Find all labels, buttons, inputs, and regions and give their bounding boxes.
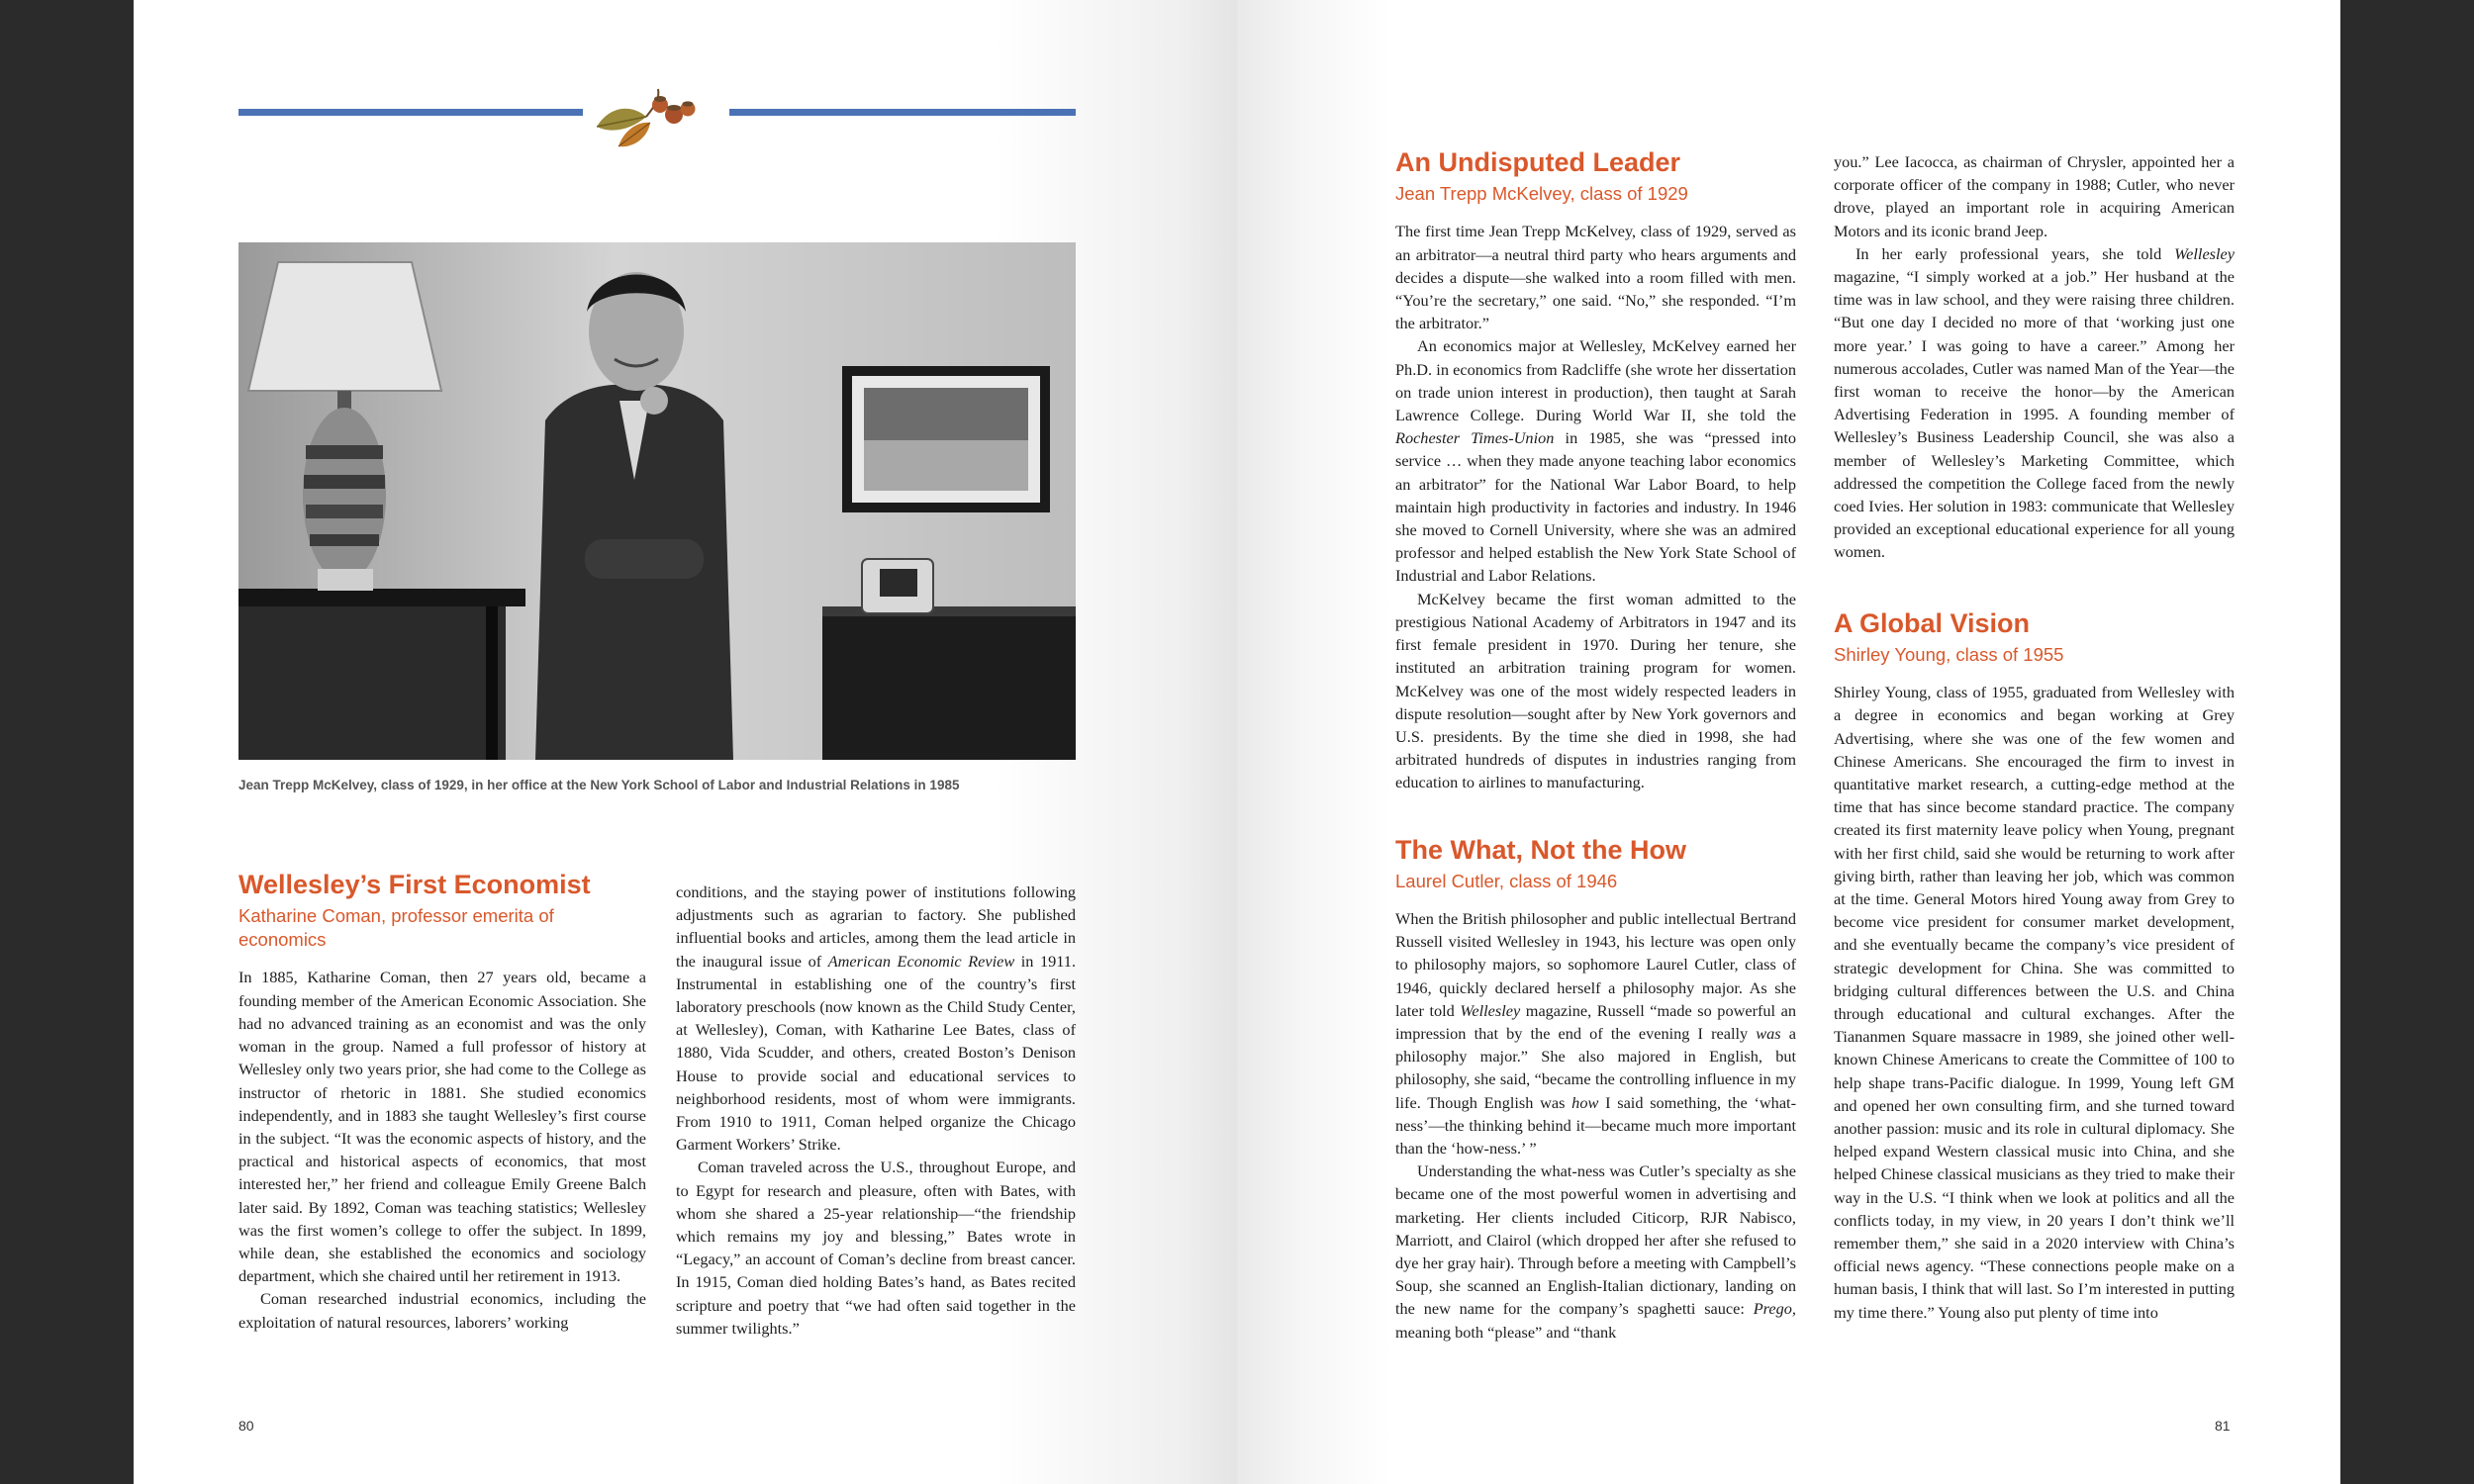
heading-first-economist: Wellesley’s First Economist [238, 870, 591, 899]
text-run: magazine, Russell “made so powerful an impression that by the end of the evening I really [1395, 1000, 1796, 1043]
body-text [1834, 150, 2235, 564]
top-rule-right [729, 109, 1076, 116]
text-run: magazine, “I simply worked at a job.” Her husband at the time was in law school, and they were raising three children. “But one day I decided no more of that ‘working just one more year.’ I was going to have a career.” Among her numerous accolades, Cutler was named Man of the Year—the first woman to receive the honor—by the American Advertising Federation in 1995. A founding member of Wellesley’s Business Leadership Council, she was also a member of Wellesley’s Marketing Committee, which addressed the competition the College faced from the newly coed Ivies. Her solution in 1983: communicate that Wellesley provided an exceptional educational experience for all young women. [1834, 267, 2235, 562]
portrait-photo [238, 242, 1076, 760]
section-undisputed-leader [1395, 146, 1796, 1344]
paragraph: you.” Lee Iacocca, as chairman of Chrysler, appointed her a corporate officer of the company in 1988; Cutler, who never drove, played an important role in acquiring American Motors and its iconic brand Jeep. [1834, 152, 2235, 240]
paragraph [1395, 1159, 1796, 1344]
emphasis: how [1571, 1092, 1599, 1112]
paragraph: Coman researched industrial economics, including the exploitation of natural resources, laborers’ working [238, 1289, 646, 1332]
paragraph: McKelvey became the first woman admitted to the prestigious National Academy of Arbitrators in 1947 and its first female president in 1970. During her tenure, she instituted an arbitration training program for women. McKelvey was one of the most widely respected leaders in dispute resolution—sought after by New York governors and U.S. presidents. By the time she died in 1998, she had arbitrated hundreds of disputes in industries ranging from education to airlines to manufacturing. [1395, 589, 1796, 792]
text-run: in 1985, she was “pressed into service … when they made anyone teaching labor economics an arbitrator” for the National War Labor Board, to help maintain high productivity in factories and industry. In 1946 she moved to Cornell University, where she was an admired professor and helped establish the New York State School of Industrial and Labor Relations. [1395, 428, 1797, 586]
text-run: In her early professional years, she told [1856, 243, 2175, 263]
text-run: conditions, and the staying power of institutions following adjustments such as agrarian to factory. She published influential books and articles, among them the lead article in the inaugural issue of [676, 882, 1076, 971]
subheading-cutler: Laurel Cutler, class of 1946 [1395, 870, 1618, 891]
subheading-mckelvey: Jean Trepp McKelvey, class of 1929 [1395, 183, 1688, 205]
magazine-title: Wellesley [1460, 1000, 1521, 1020]
paragraph: Coman traveled across the U.S., throughout Europe, and to Egypt for research and pleasure, often with Bates, with whom she shared a 25-year relationship—“the friendship which remains my joy and blessing,” Bates wrote in “Legacy,” an account of Coman’s decline from breast cancer. In 1915, Coman died holding Bates’s hand, as Bates recited scripture and poetry that “we had often said together in the summer twilights.” [676, 1158, 1076, 1338]
heading-global-vision: A Global Vision [1834, 607, 2031, 638]
right-page [1237, 0, 2340, 1484]
text-run: in 1911. Instrumental in establishing one of the country’s first laboratory preschools (now known as the Child Study Center, at Wellesley), Coman, with Katharine Lee Bates, class of 1880, Vida Scudder, and others, created Boston’s Denison House to provide social and educational services to neighborhood residents, most of whom were immigrants. From 1910 to 1911, Coman helped organize the Chicago Garment Workers’ Strike. [676, 951, 1077, 1155]
page-number-right: 81 [2215, 1418, 2231, 1434]
magazine-title: Wellesley [2174, 243, 2235, 263]
paragraph: In 1885, Katharine Coman, then 27 years old, became a founding member of the American Economic Association. She had no advanced training as an economist and was the only woman in the group. Named a full professor of history at Wellesley only two years prior, she had come to the College as instructor of rhetoric in 1881. She studied economics independently, and in 1883 she taught Wellesley’s first course in the subject. “It was the economic aspects of history, and the practical and historical aspects of economics, that most interested her,” her friend and colleague Emily Greene Balch later said. By 1892, Coman was teaching statistics; Wellesley was the first women’s college to offer the subject. In 1899, while dean, she established the economics and sociology department, which she chaired until her retirement in 1913. [238, 968, 646, 1286]
paragraph [1834, 242, 2235, 564]
photo-caption: Jean Trepp McKelvey, class of 1929, in her office at the New York School of Labor and Industrial Relations in 1985 [238, 778, 960, 792]
acorn-leaf-icon [589, 77, 708, 158]
paragraph [1395, 907, 1796, 1159]
text-run: a philosophy major.” She also majored in English, but philosophy, she said, “became the controlling influence in my life. Though English was [1395, 1023, 1796, 1112]
body-text [1395, 220, 1796, 793]
brand-name: Prego, [1753, 1299, 1796, 1319]
text-run: When the British philosopher and public intellectual Bertrand Russell visited Wellesley in 1943, his lecture was open only to philosophy majors, so sophomore Laurel Cutler, class of 1946, quickly declared herself a philosophy major. As she later told [1395, 908, 1796, 1020]
left-page [134, 0, 1237, 1484]
body-text [1834, 681, 2235, 1324]
section-economist-col1 [238, 869, 646, 1334]
page-number-left: 80 [238, 1418, 254, 1434]
subheading-coman: Katharine Coman, professor emerita of economics [238, 905, 554, 951]
subheading-young: Shirley Young, class of 1955 [1834, 644, 2064, 666]
emphasis: was [1756, 1023, 1781, 1043]
body-text [1395, 907, 1796, 1344]
paragraph: The first time Jean Trepp McKelvey, class of 1929, served as an arbitrator—a neutral third party who hears arguments and decides a dispute—she walked into a room filled with men. “You’re the secretary,” one said. “No,” she responded. “I’m the arbitrator.” [1395, 222, 1796, 333]
paragraph [1395, 334, 1796, 587]
right-column-b [1834, 150, 2235, 1324]
text-run: Understanding the what-ness was Cutler’s specialty as she became one of the most powerful women in advertising and marketing. Her clients included Citicorp, RJR Nabisco, Marriott, and Clairol (which dropped her after she refused to dye her gray hair). Through before a meeting with Campbell’s Soup, she scanned an English-Italian dictionary, landing on the new name for the company’s spaghetti sauce: [1395, 1161, 1796, 1319]
body-text [238, 966, 646, 1333]
heading-what-not-how: The What, Not the How [1395, 834, 1686, 865]
text-run: An economics major at Wellesley, McKelvey earned her Ph.D. in economics from Radcliffe (she wrote her dissertation on trade union interest in production), then taught at Sarah Lawrence College. During World War II, she told the [1395, 336, 1796, 425]
paragraph: Shirley Young, class of 1955, graduated from Wellesley with a degree in economics and began working at Grey Advertising, where she was one of the few women and Chinese Americans. She encouraged the firm to invest in quantitative market research, a cutting-edge method at the time that has since become standard practice. The company created its first maternity leave policy when Young, pregnant with her first child, said she would be returning to work after giving birth, rather than leaving her job, which was common at the time. General Motors hired Young away from Grey to become vice president for consumer market development, and she eventually became the company’s vice president of strategic development for China. She was committed to bridging cultural differences between the U.S. and China through educational and cultural exchanges. After the Tiananmen Square massacre in 1989, she joined other well-known Chinese Americans to create the Committee of 100 to help shape trans-Pacific dialogue. In 1999, Young left GM and opened her own consulting firm, and she turned toward another passion: music and its role in cultural diplomacy. She helped expand Western classical music into China, and she helped Chinese classical musicians as they tried to make their way in the U.S. “I think when we look at politics and all the conflicts today, in my view, in 20 years I don’t think we’ll remember them,” she said in a 2020 interview with China’s official news agency. “These connections people make on a human basis, I think that will last. So I’m interested in putting my time there.” Young also put plenty of time into [1834, 683, 2235, 1322]
journal-title: American Economic Review [827, 951, 1015, 971]
text-run: meaning both “please” and “thank [1395, 1322, 1617, 1342]
top-rule-left [238, 109, 583, 116]
heading-undisputed-leader: An Undisputed Leader [1395, 147, 1681, 177]
body-text [676, 881, 1076, 1340]
paragraph [676, 881, 1076, 1156]
newspaper-title: Rochester Times-Union [1395, 428, 1555, 448]
text-run: I said something, the ‘what-ness’—the thinking behind it—became much more important than the ‘how-ness.’ ” [1395, 1092, 1796, 1158]
section-economist-col2 [676, 881, 1076, 1340]
